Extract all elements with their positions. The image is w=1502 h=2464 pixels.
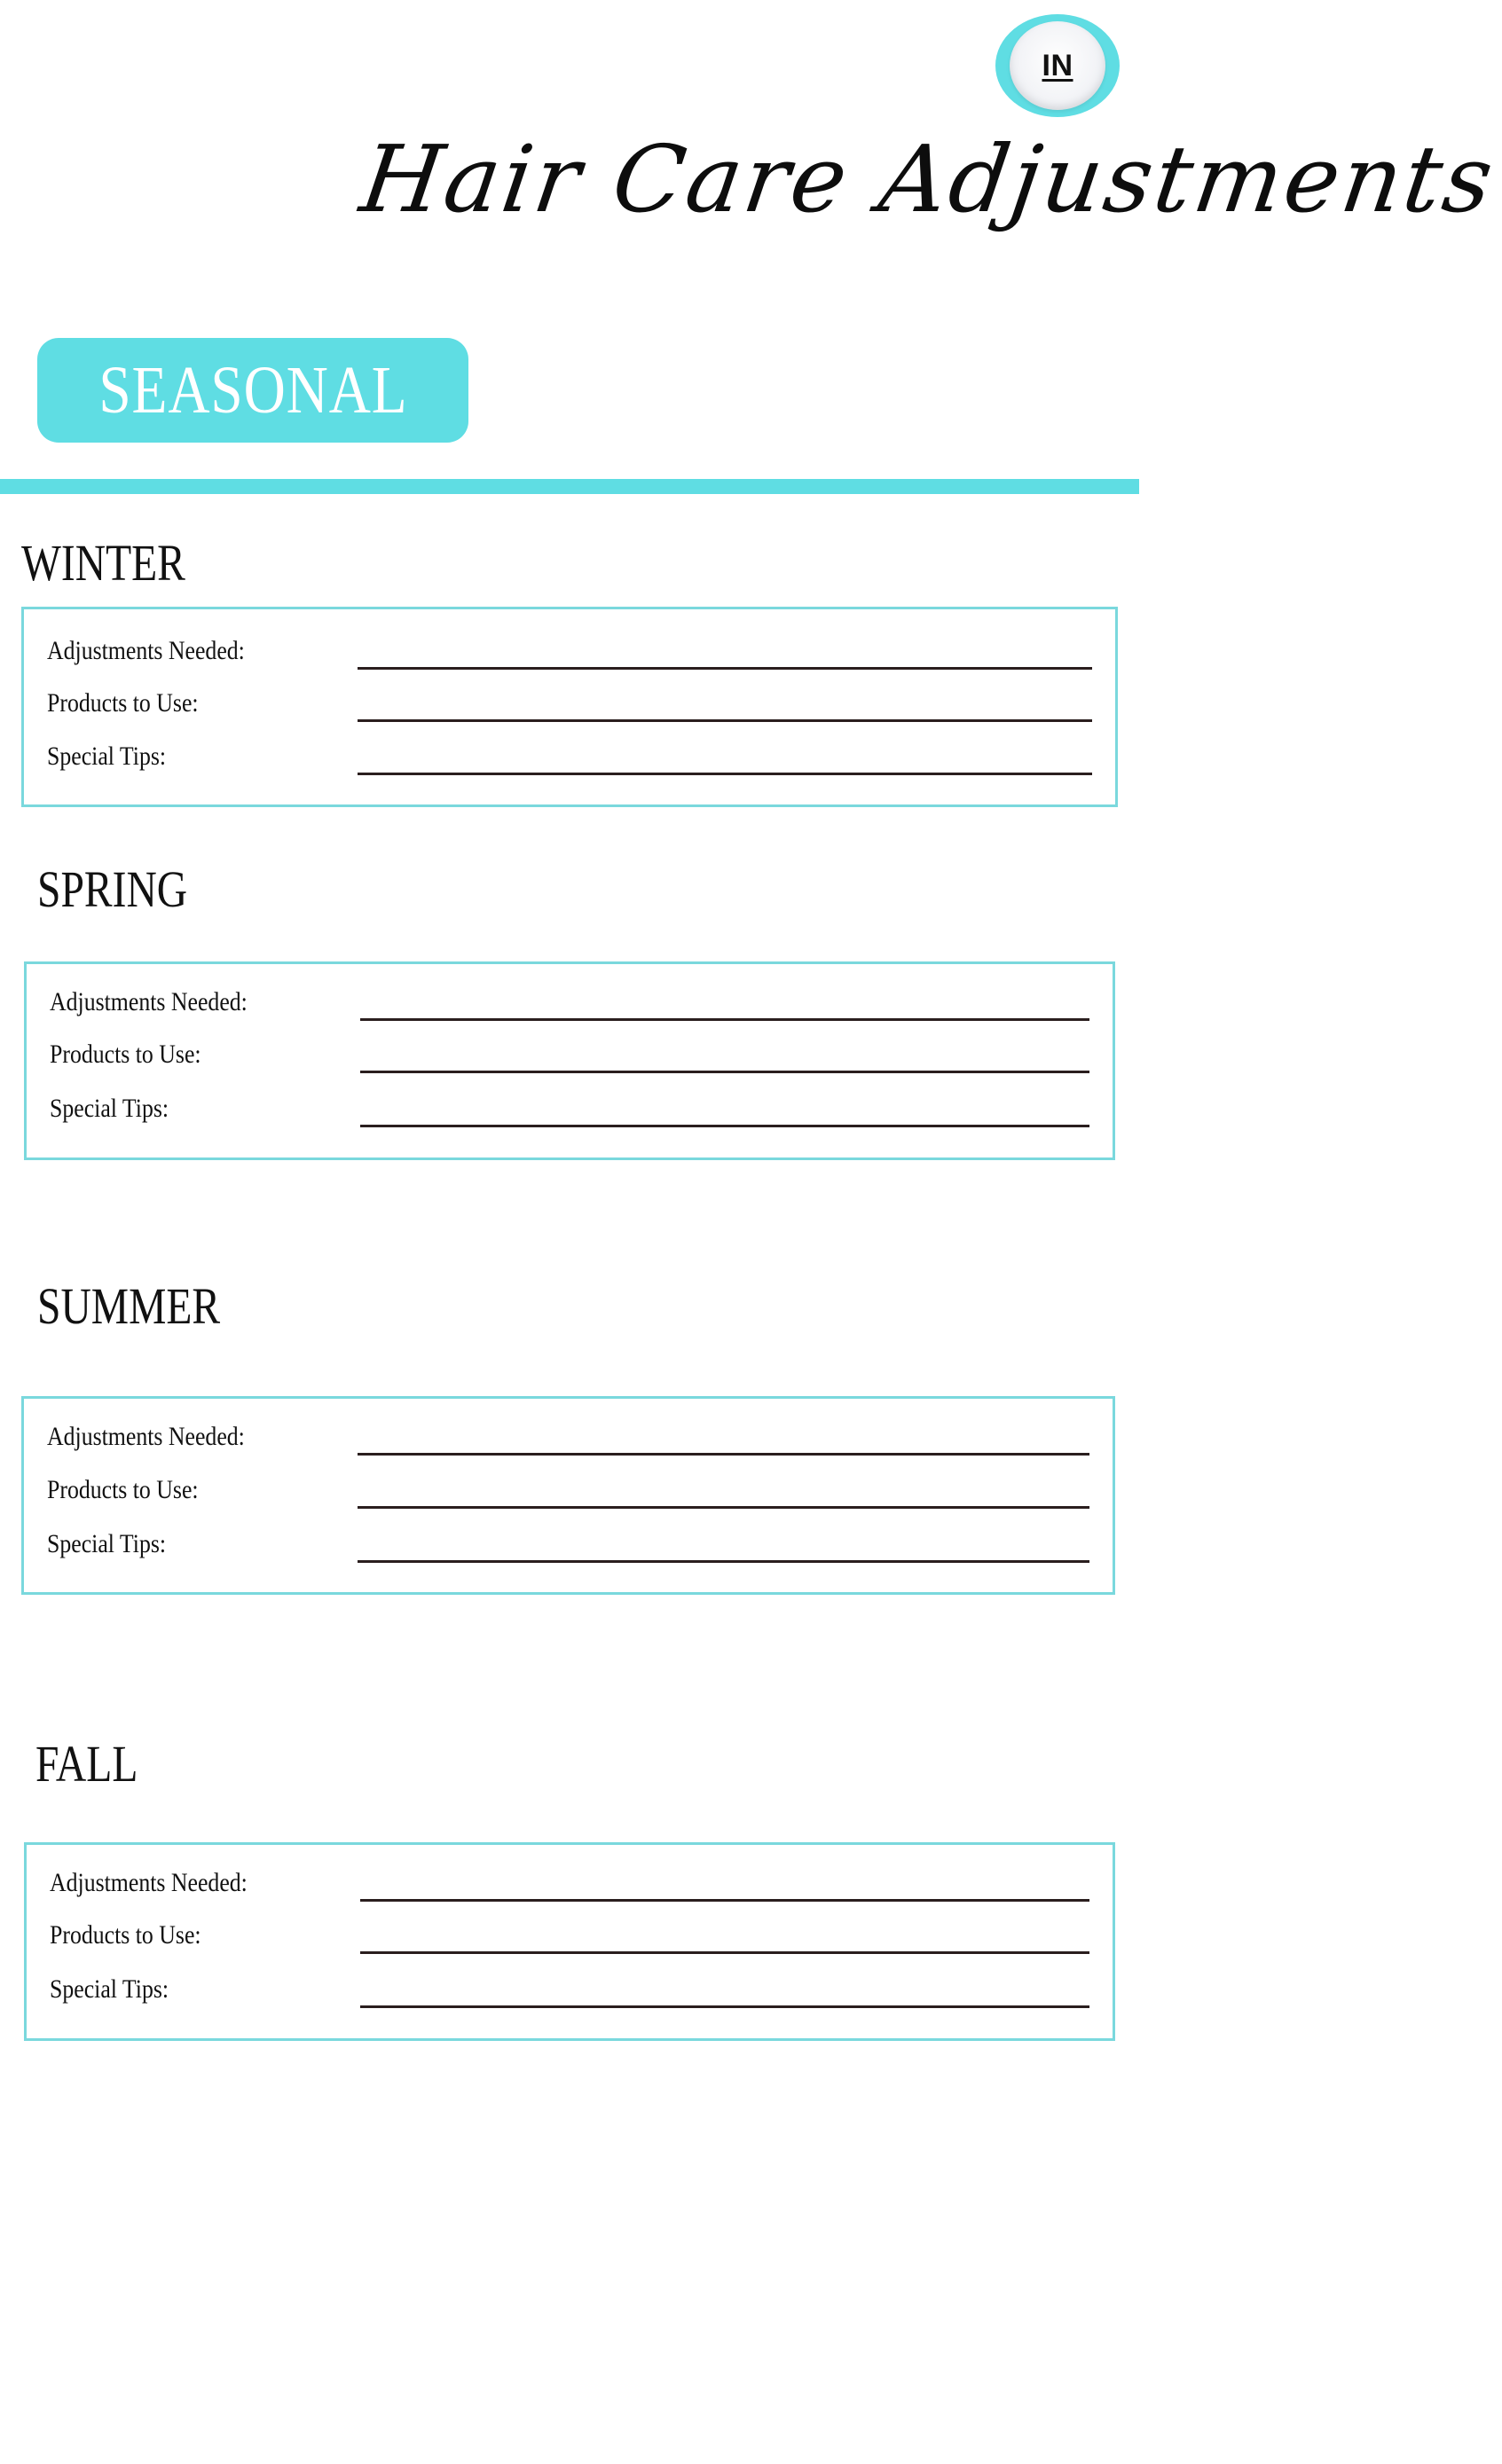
winter-adjustments-row bbox=[47, 634, 1092, 670]
winter-box bbox=[21, 607, 1118, 807]
fall-tips-row bbox=[50, 1973, 1089, 2008]
seasonal-pill-label: SEASONAL bbox=[98, 353, 408, 428]
field-label: Adjustments Needed: bbox=[50, 987, 248, 1016]
seasonal-pill bbox=[37, 338, 468, 443]
in-button[interactable] bbox=[1010, 21, 1105, 110]
summer-adjustments-line[interactable] bbox=[358, 1453, 1089, 1456]
spring-products-line[interactable] bbox=[360, 1071, 1089, 1073]
field-label: Products to Use: bbox=[50, 1920, 201, 1950]
fall-adjustments-line[interactable] bbox=[360, 1899, 1089, 1902]
summer-tips-row bbox=[47, 1527, 1089, 1563]
page-title: Hair Care Adjustments bbox=[354, 125, 1502, 233]
in-badge-label: IN bbox=[1042, 48, 1073, 82]
field-label: Adjustments Needed: bbox=[47, 1422, 245, 1451]
spring-tips-row bbox=[50, 1092, 1089, 1127]
spring-heading: SPRING bbox=[37, 860, 188, 918]
summer-products-line[interactable] bbox=[358, 1506, 1089, 1509]
winter-tips-line[interactable] bbox=[358, 773, 1092, 775]
field-label: Special Tips: bbox=[47, 1529, 167, 1558]
field-label: Products to Use: bbox=[47, 688, 199, 718]
spring-tips-line[interactable] bbox=[360, 1125, 1089, 1127]
field-label: Special Tips: bbox=[50, 1094, 169, 1123]
spring-box bbox=[24, 961, 1115, 1160]
field-label: Products to Use: bbox=[50, 1040, 201, 1069]
winter-tips-row bbox=[47, 740, 1092, 775]
summer-heading: SUMMER bbox=[37, 1277, 221, 1335]
in-badge[interactable] bbox=[995, 14, 1120, 117]
winter-adjustments-line[interactable] bbox=[358, 667, 1092, 670]
header-divider bbox=[0, 479, 1139, 494]
field-label: Adjustments Needed: bbox=[50, 1868, 248, 1897]
summer-adjustments-row bbox=[47, 1420, 1089, 1456]
summer-tips-line[interactable] bbox=[358, 1560, 1089, 1563]
fall-tips-line[interactable] bbox=[360, 2005, 1089, 2008]
fall-products-row bbox=[50, 1919, 1089, 1954]
fall-products-line[interactable] bbox=[360, 1951, 1089, 1954]
fall-box bbox=[24, 1842, 1115, 2041]
field-label: Adjustments Needed: bbox=[47, 636, 245, 665]
summer-products-row bbox=[47, 1473, 1089, 1509]
summer-box bbox=[21, 1396, 1115, 1595]
field-label: Products to Use: bbox=[47, 1475, 199, 1504]
field-label: Special Tips: bbox=[50, 1974, 169, 2004]
fall-adjustments-row bbox=[50, 1866, 1089, 1902]
spring-adjustments-line[interactable] bbox=[360, 1018, 1089, 1021]
fall-heading: FALL bbox=[35, 1735, 138, 1793]
spring-products-row bbox=[50, 1038, 1089, 1073]
winter-products-line[interactable] bbox=[358, 719, 1092, 722]
spring-adjustments-row bbox=[50, 985, 1089, 1021]
winter-products-row bbox=[47, 687, 1092, 722]
field-label: Special Tips: bbox=[47, 742, 167, 771]
winter-heading: WINTER bbox=[21, 534, 185, 592]
